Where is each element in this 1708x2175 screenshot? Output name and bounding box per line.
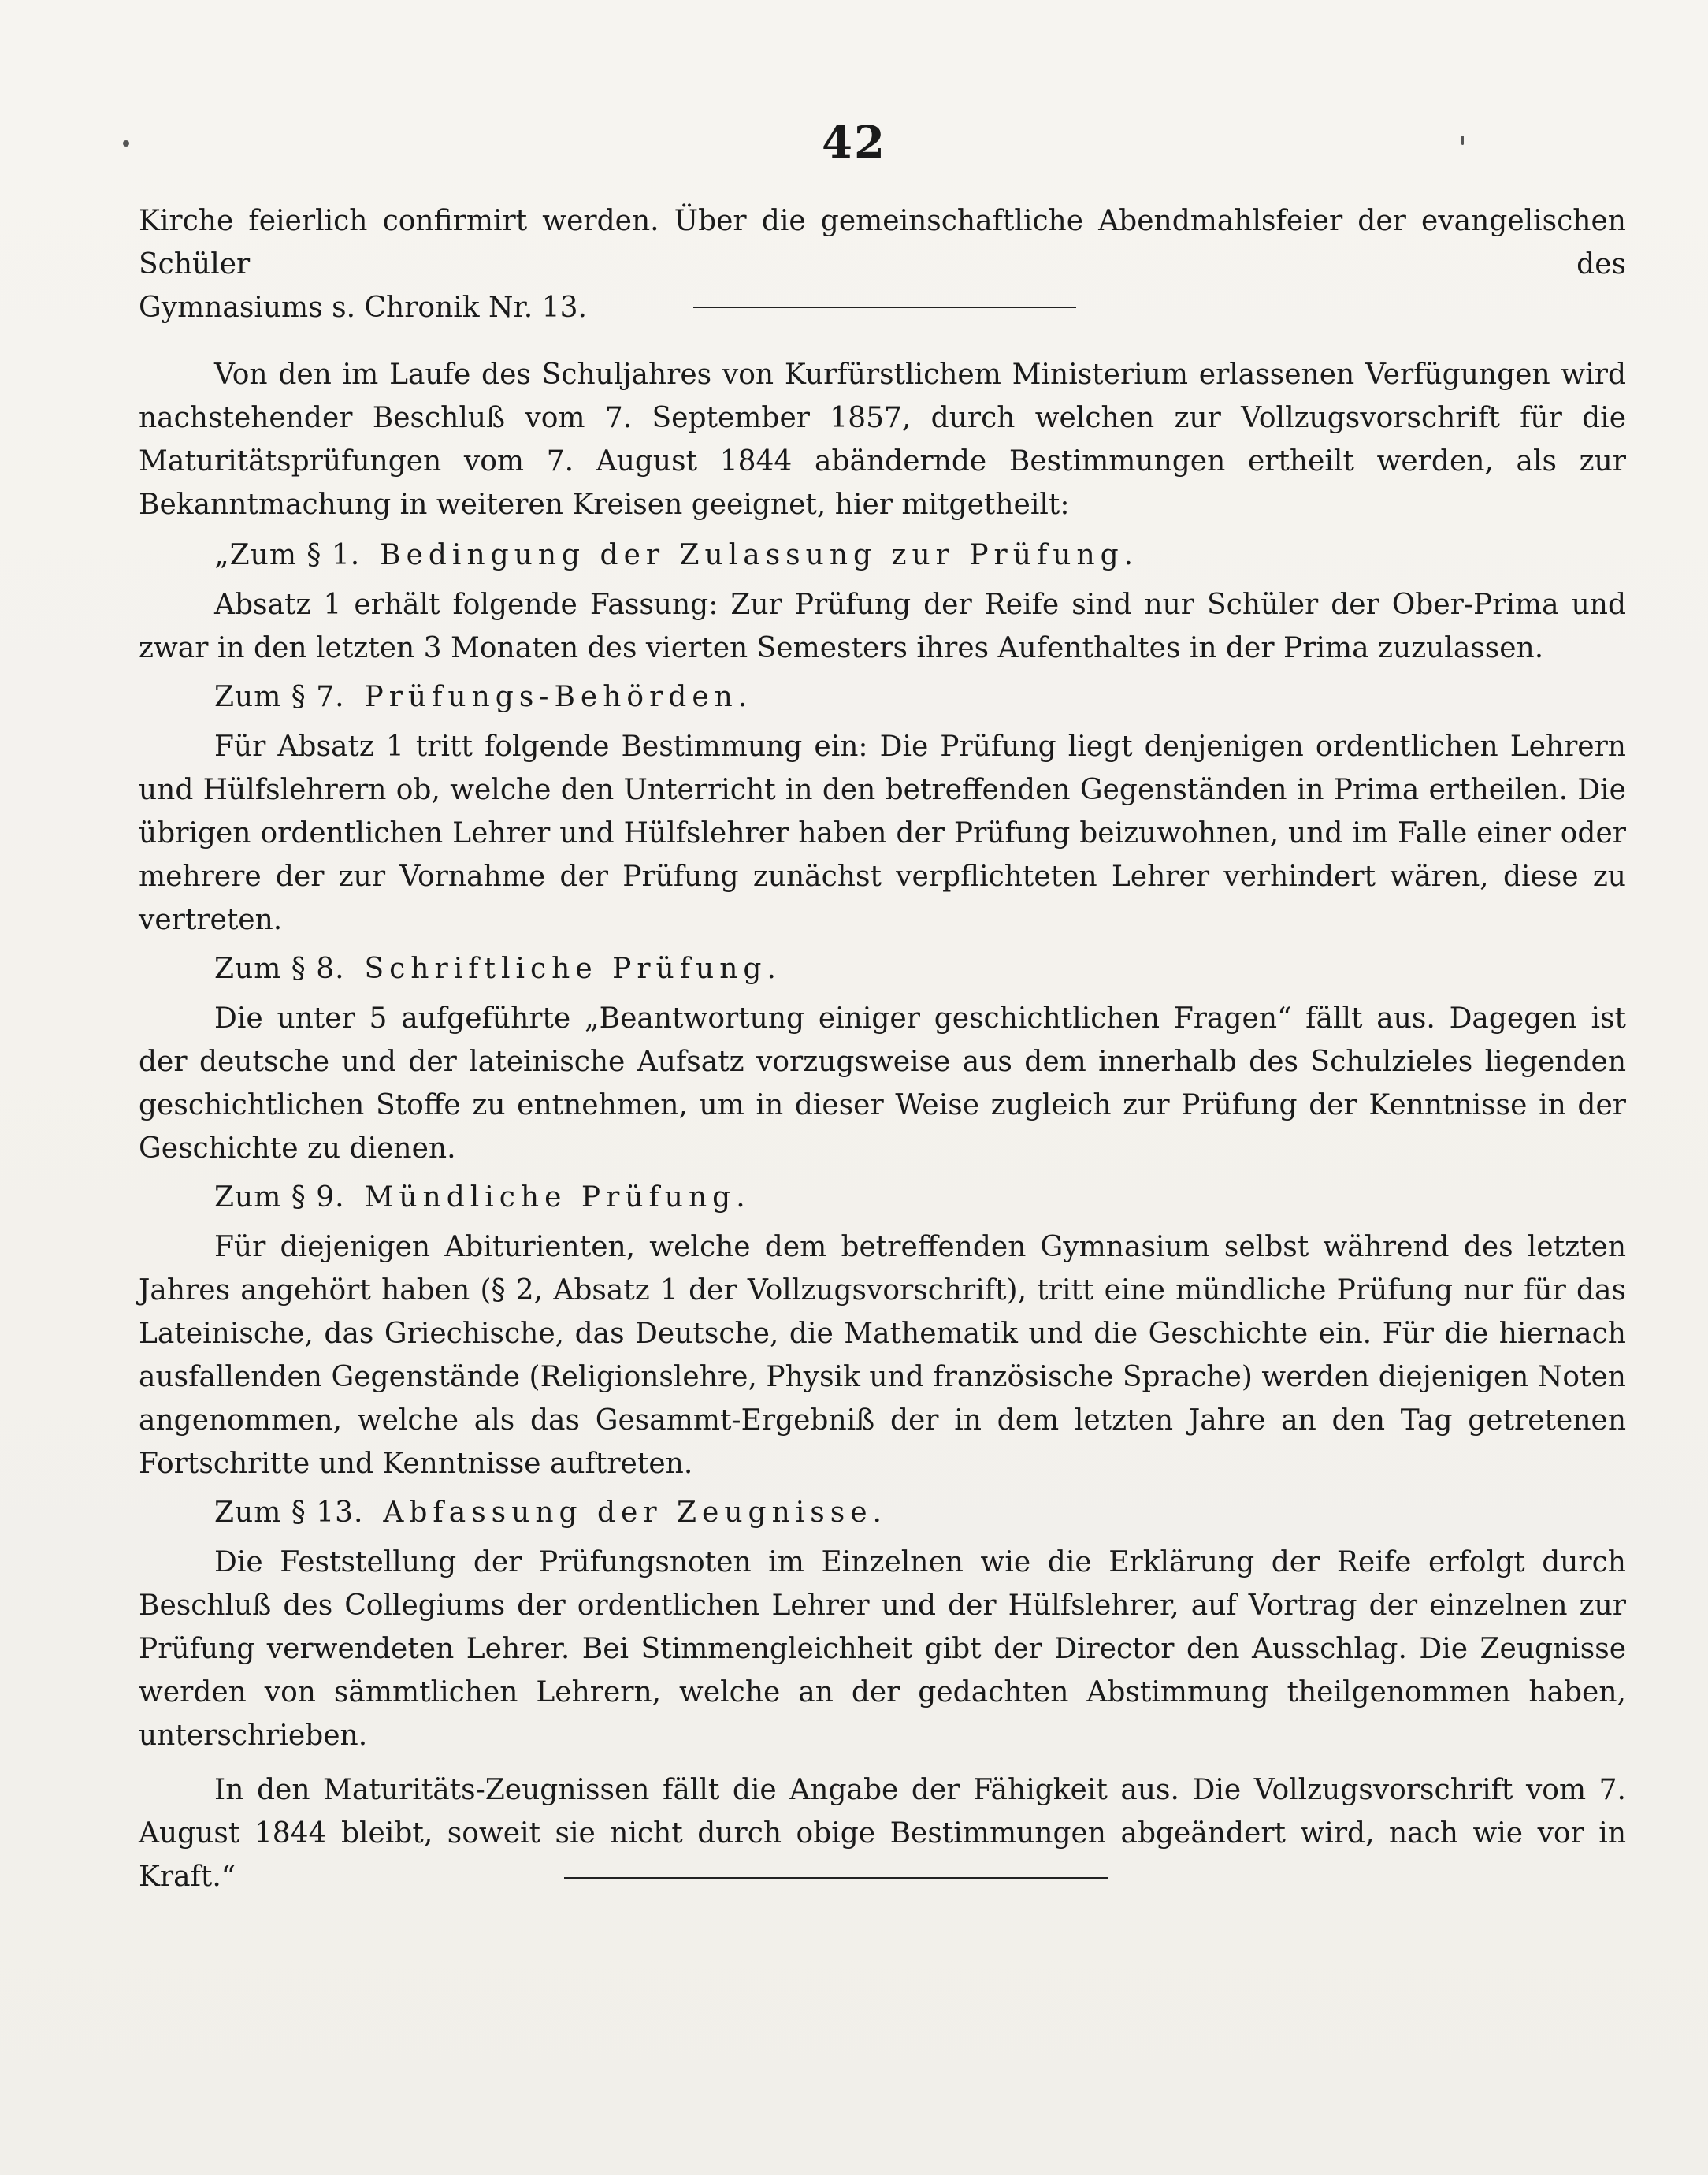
page-number: 42 [822,117,886,169]
section-paragraph: Für Absatz 1 tritt folgende Bestimmung ein: Die Prüfung liegt denjenigen ordentlichen Lehrern und Hülfslehrern ob, welche den Unterricht in den betreffenden Gegenständen in Prima ertheilen. Die übrigen ordentlichen Lehrer und Hülfslehrer haben der Prüfung beizuwohnen, und im Falle einer oder mehrere der zur Vornahme der Prüfung zunächst verpflichteten Lehrer verhindert wären, diese zu vertreten. [139,731,1626,936]
section-number: Zum § 8. [214,953,345,985]
section-title: Bedingung der Zulassung zur Prüfung. [380,539,1139,571]
section-number: „Zum § 1. [214,539,361,571]
section-heading [139,942,1626,997]
section-paragraph: Für diejenigen Abiturienten, welche dem betreffenden Gymnasium selbst während des letzten Jahres angehört haben (§ 2, Absatz 1 der Vollzugsvorschrift), tritt eine mündliche Prüfung nur für das Lateinische, das Griechische, das Deutsche, die Mathematik und die Geschichte ein. Für die hiernach ausfallenden Gegenstände (Religionslehre, Physik und französische Sprache) werden diejenigen Noten angenommen, welche als das Gesammt-Ergebniß der in dem letzten Jahre an den Tag getretenen Fortschritte und Kenntnisse auftreten. [139,1231,1626,1480]
section-1 [139,528,1626,670]
section-title: Abfassung der Zeugnisse. [383,1496,887,1529]
section-paragraph: In den Maturitäts-Zeugnissen fällt die Angabe der Fähigkeit aus. Die Vollzugsvorschrift vom 7. August 1844 bleibt, soweit sie nicht durch obige Bestimmungen abgeändert wird, nach wie vor in Kraft.“ [139,1774,1626,1893]
section-title: Prüfungs-Behörden. [364,681,753,713]
section-paragraph: Die Feststellung der Prüfungsnoten im Einzelnen wie die Erklärung der Reife erfolgt durch Beschluß des Collegiums der ordentlichen Lehrer und der Hülfslehrer, auf Vortrag der einzelnen zur Prüfung verwendeten Lehrer. Bei Stimmengleichheit gibt der Director den Ausschlag. Die Zeugnisse werden von sämmtlichen Lehrern, welche an der gedachten Abstimmung theilgenommen haben, unterschrieben. [139,1546,1626,1752]
section-paragraph: Absatz 1 erhält folgende Fassung: Zur Prüfung der Reife sind nur Schüler der Ober-Prima und zwar in den letzten 3 Monaten des vierten Semesters ihres Aufenthaltes in der Prima zuzulassen. [139,589,1626,664]
intro-line-1: Kirche feierlich confirmirt werden. Über die gemeinschaftliche Abendmahlsfeier der evangelischen Schüler des [139,205,1626,281]
section-paragraph: Die unter 5 aufgeführte „Beantwortung einiger geschichtlichen Fragen“ fällt aus. Dagegen ist der deutsche und der lateinische Aufsatz vorzugsweise aus dem innerhalb des Schulzieles liegenden geschichtlichen Stoffe zu entnehmen, um in dieser Weise zugleich zur Prüfung der Kenntnisse in der Geschichte zu dienen. [139,1002,1626,1165]
intro-paragraph [139,199,1626,329]
section-heading [139,1170,1626,1225]
closing-divider [564,1877,1108,1879]
intro-line-2: Gymnasiums s. Chronik Nr. 13. [139,292,587,324]
section-title: Mündliche Prüfung. [364,1181,751,1214]
section-13 [139,1485,1626,1898]
section-heading [139,670,1626,725]
section-number: Zum § 9. [214,1181,345,1214]
decree-text [139,353,1626,1898]
section-9 [139,1170,1626,1485]
section-8 [139,942,1626,1170]
section-number: Zum § 13. [214,1496,364,1529]
section-7 [139,670,1626,942]
section-title: Schriftliche Prüfung. [364,953,782,985]
section-divider [693,307,1076,308]
section-heading [139,528,1626,583]
section-heading [139,1485,1626,1541]
section-number: Zum § 7. [214,681,345,713]
decree-intro: Von den im Laufe des Schuljahres von Kurfürstlichem Ministerium erlassenen Verfügungen wird nachstehender Beschluß vom 7. September 1857, durch welchen zur Vollzugsvorschrift für die Maturitätsprüfungen vom 7. August 1844 abändernde Bestimmungen ertheilt werden, als zur Bekanntmachung in weiteren Kreisen geeignet, hier mitgetheilt: [139,359,1626,521]
